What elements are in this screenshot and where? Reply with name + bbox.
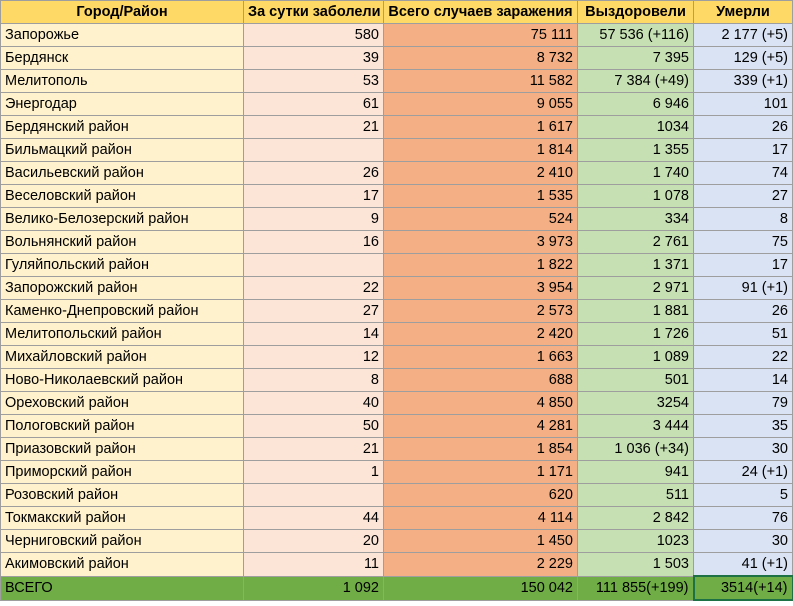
header-row bbox=[1, 1, 793, 24]
table-row bbox=[1, 254, 793, 277]
daily-cases-cell[interactable]: 53 bbox=[244, 70, 384, 93]
daily-cases-cell[interactable]: 44 bbox=[244, 507, 384, 530]
recovered-cell[interactable]: 1034 bbox=[578, 116, 694, 139]
table-row bbox=[1, 231, 793, 254]
total-cases-cell[interactable]: 2 573 bbox=[384, 300, 578, 323]
deaths-cell[interactable]: 35 bbox=[694, 415, 793, 438]
daily-cases-cell[interactable]: 40 bbox=[244, 392, 384, 415]
recovered-cell[interactable]: 1 371 bbox=[578, 254, 694, 277]
city-cell[interactable]: Акимовский район bbox=[1, 553, 244, 577]
city-cell[interactable]: Михайловский район bbox=[1, 346, 244, 369]
daily-cases-cell[interactable]: 21 bbox=[244, 438, 384, 461]
total-cases-cell[interactable]: 1 617 bbox=[384, 116, 578, 139]
recovered-cell[interactable]: 7 395 bbox=[578, 47, 694, 70]
table-row bbox=[1, 438, 793, 461]
header-total-cases[interactable]: Всего случаев заражения bbox=[384, 1, 578, 24]
recovered-cell[interactable]: 6 946 bbox=[578, 93, 694, 116]
total-daily-cases-cell[interactable]: 1 092 bbox=[244, 576, 384, 600]
city-cell[interactable]: Мелитополь bbox=[1, 70, 244, 93]
total-cases-cell[interactable]: 1 814 bbox=[384, 139, 578, 162]
deaths-cell[interactable]: 76 bbox=[694, 507, 793, 530]
table-row bbox=[1, 277, 793, 300]
total-total-cases-cell[interactable]: 150 042 bbox=[384, 576, 578, 600]
recovered-cell[interactable]: 7 384 (+49) bbox=[578, 70, 694, 93]
deaths-cell[interactable]: 79 bbox=[694, 392, 793, 415]
table-row bbox=[1, 461, 793, 484]
table-row bbox=[1, 300, 793, 323]
daily-cases-cell[interactable]: 8 bbox=[244, 369, 384, 392]
table-row bbox=[1, 530, 793, 553]
daily-cases-cell[interactable] bbox=[244, 254, 384, 277]
city-cell[interactable]: Вольнянский район bbox=[1, 231, 244, 254]
total-cases-cell[interactable]: 524 bbox=[384, 208, 578, 231]
deaths-cell[interactable]: 30 bbox=[694, 438, 793, 461]
deaths-cell[interactable]: 14 bbox=[694, 369, 793, 392]
recovered-cell[interactable]: 2 842 bbox=[578, 507, 694, 530]
daily-cases-cell[interactable]: 26 bbox=[244, 162, 384, 185]
daily-cases-cell[interactable]: 20 bbox=[244, 530, 384, 553]
total-cases-cell[interactable]: 2 229 bbox=[384, 553, 578, 577]
table-body bbox=[1, 24, 793, 601]
daily-cases-cell[interactable]: 27 bbox=[244, 300, 384, 323]
recovered-cell[interactable]: 1 089 bbox=[578, 346, 694, 369]
total-cases-cell[interactable]: 620 bbox=[384, 484, 578, 507]
total-cases-cell[interactable]: 4 281 bbox=[384, 415, 578, 438]
table-row bbox=[1, 47, 793, 70]
daily-cases-cell[interactable]: 16 bbox=[244, 231, 384, 254]
city-cell[interactable]: Ореховский район bbox=[1, 392, 244, 415]
city-cell[interactable]: Бердянск bbox=[1, 47, 244, 70]
total-cases-cell[interactable]: 4 114 bbox=[384, 507, 578, 530]
deaths-cell[interactable]: 75 bbox=[694, 231, 793, 254]
total-row bbox=[1, 576, 793, 600]
recovered-cell[interactable]: 2 761 bbox=[578, 231, 694, 254]
table-row bbox=[1, 346, 793, 369]
total-cases-cell[interactable]: 3 973 bbox=[384, 231, 578, 254]
table-row bbox=[1, 208, 793, 231]
total-deaths-cell[interactable]: 3514(+14) bbox=[694, 576, 793, 600]
city-cell[interactable]: Каменко-Днепровский район bbox=[1, 300, 244, 323]
city-cell[interactable]: Приазовский район bbox=[1, 438, 244, 461]
total-cases-cell[interactable]: 3 954 bbox=[384, 277, 578, 300]
recovered-cell[interactable]: 1 740 bbox=[578, 162, 694, 185]
recovered-cell[interactable]: 1023 bbox=[578, 530, 694, 553]
city-cell[interactable]: Васильевский район bbox=[1, 162, 244, 185]
daily-cases-cell[interactable] bbox=[244, 484, 384, 507]
total-cases-cell[interactable]: 4 850 bbox=[384, 392, 578, 415]
city-cell[interactable]: Бильмацкий район bbox=[1, 139, 244, 162]
table-row bbox=[1, 553, 793, 577]
recovered-cell[interactable]: 1 503 bbox=[578, 553, 694, 577]
deaths-cell[interactable]: 26 bbox=[694, 300, 793, 323]
total-cases-cell[interactable]: 1 450 bbox=[384, 530, 578, 553]
city-cell[interactable]: Пологовский район bbox=[1, 415, 244, 438]
city-cell[interactable]: Запорожье bbox=[1, 24, 244, 47]
recovered-cell[interactable]: 1 036 (+34) bbox=[578, 438, 694, 461]
table-row bbox=[1, 484, 793, 507]
deaths-cell[interactable]: 339 (+1) bbox=[694, 70, 793, 93]
deaths-cell[interactable]: 8 bbox=[694, 208, 793, 231]
table-row bbox=[1, 24, 793, 47]
table-row bbox=[1, 70, 793, 93]
total-city-cell[interactable]: ВСЕГО bbox=[1, 576, 244, 600]
recovered-cell[interactable]: 501 bbox=[578, 369, 694, 392]
deaths-cell[interactable]: 27 bbox=[694, 185, 793, 208]
city-cell[interactable]: Мелитопольский район bbox=[1, 323, 244, 346]
daily-cases-cell[interactable]: 9 bbox=[244, 208, 384, 231]
deaths-cell[interactable]: 22 bbox=[694, 346, 793, 369]
city-cell[interactable]: Велико-Белозерский район bbox=[1, 208, 244, 231]
table-row bbox=[1, 369, 793, 392]
daily-cases-cell[interactable]: 12 bbox=[244, 346, 384, 369]
total-cases-cell[interactable]: 8 732 bbox=[384, 47, 578, 70]
total-cases-cell[interactable]: 1 535 bbox=[384, 185, 578, 208]
city-cell[interactable]: Токмакский район bbox=[1, 507, 244, 530]
total-cases-cell[interactable]: 11 582 bbox=[384, 70, 578, 93]
recovered-cell[interactable]: 1 881 bbox=[578, 300, 694, 323]
total-cases-cell[interactable]: 75 111 bbox=[384, 24, 578, 47]
recovered-cell[interactable]: 941 bbox=[578, 461, 694, 484]
total-cases-cell[interactable]: 2 420 bbox=[384, 323, 578, 346]
deaths-cell[interactable]: 2 177 (+5) bbox=[694, 24, 793, 47]
daily-cases-cell[interactable]: 39 bbox=[244, 47, 384, 70]
recovered-cell[interactable]: 3 444 bbox=[578, 415, 694, 438]
recovered-cell[interactable]: 334 bbox=[578, 208, 694, 231]
total-cases-cell[interactable]: 1 171 bbox=[384, 461, 578, 484]
deaths-cell[interactable]: 91 (+1) bbox=[694, 277, 793, 300]
total-cases-cell[interactable]: 1 663 bbox=[384, 346, 578, 369]
daily-cases-cell[interactable]: 580 bbox=[244, 24, 384, 47]
recovered-cell[interactable]: 1 726 bbox=[578, 323, 694, 346]
deaths-cell[interactable]: 17 bbox=[694, 254, 793, 277]
daily-cases-cell[interactable]: 11 bbox=[244, 553, 384, 577]
daily-cases-cell[interactable] bbox=[244, 139, 384, 162]
table-row bbox=[1, 139, 793, 162]
city-cell[interactable]: Бердянский район bbox=[1, 116, 244, 139]
header-daily-cases[interactable]: За сутки заболели bbox=[244, 1, 384, 24]
table-row bbox=[1, 507, 793, 530]
total-cases-cell[interactable]: 1 822 bbox=[384, 254, 578, 277]
total-cases-cell[interactable]: 688 bbox=[384, 369, 578, 392]
recovered-cell[interactable]: 1 078 bbox=[578, 185, 694, 208]
daily-cases-cell[interactable]: 22 bbox=[244, 277, 384, 300]
city-cell[interactable]: Розовский район bbox=[1, 484, 244, 507]
table-row bbox=[1, 323, 793, 346]
daily-cases-cell[interactable]: 21 bbox=[244, 116, 384, 139]
total-cases-cell[interactable]: 1 854 bbox=[384, 438, 578, 461]
deaths-cell[interactable]: 5 bbox=[694, 484, 793, 507]
deaths-cell[interactable]: 101 bbox=[694, 93, 793, 116]
deaths-cell[interactable]: 129 (+5) bbox=[694, 47, 793, 70]
city-cell[interactable]: Черниговский район bbox=[1, 530, 244, 553]
daily-cases-cell[interactable]: 61 bbox=[244, 93, 384, 116]
deaths-cell[interactable]: 74 bbox=[694, 162, 793, 185]
deaths-cell[interactable]: 26 bbox=[694, 116, 793, 139]
daily-cases-cell[interactable]: 17 bbox=[244, 185, 384, 208]
total-cases-cell[interactable]: 2 410 bbox=[384, 162, 578, 185]
recovered-cell[interactable]: 1 355 bbox=[578, 139, 694, 162]
deaths-cell[interactable]: 30 bbox=[694, 530, 793, 553]
city-cell[interactable]: Энергодар bbox=[1, 93, 244, 116]
table-row bbox=[1, 185, 793, 208]
city-cell[interactable]: Веселовский район bbox=[1, 185, 244, 208]
deaths-cell[interactable]: 41 (+1) bbox=[694, 553, 793, 577]
table-row bbox=[1, 116, 793, 139]
daily-cases-cell[interactable]: 14 bbox=[244, 323, 384, 346]
recovered-cell[interactable]: 511 bbox=[578, 484, 694, 507]
city-cell[interactable]: Приморский район bbox=[1, 461, 244, 484]
header-recovered[interactable]: Выздоровели bbox=[578, 1, 694, 24]
deaths-cell[interactable]: 24 (+1) bbox=[694, 461, 793, 484]
table-row bbox=[1, 415, 793, 438]
table-row bbox=[1, 93, 793, 116]
table-row bbox=[1, 162, 793, 185]
deaths-cell[interactable]: 51 bbox=[694, 323, 793, 346]
city-cell[interactable]: Гуляйпольский район bbox=[1, 254, 244, 277]
deaths-cell[interactable]: 17 bbox=[694, 139, 793, 162]
table-row bbox=[1, 392, 793, 415]
recovered-cell[interactable]: 57 536 (+116) bbox=[578, 24, 694, 47]
daily-cases-cell[interactable]: 1 bbox=[244, 461, 384, 484]
recovered-cell[interactable]: 3254 bbox=[578, 392, 694, 415]
recovered-cell[interactable]: 2 971 bbox=[578, 277, 694, 300]
header-city[interactable]: Город/Район bbox=[1, 1, 244, 24]
city-cell[interactable]: Ново-Николаевский район bbox=[1, 369, 244, 392]
city-cell[interactable]: Запорожский район bbox=[1, 277, 244, 300]
total-cases-cell[interactable]: 9 055 bbox=[384, 93, 578, 116]
daily-cases-cell[interactable]: 50 bbox=[244, 415, 384, 438]
header-deaths[interactable]: Умерли bbox=[694, 1, 793, 24]
total-recovered-cell[interactable]: 111 855(+199) bbox=[578, 576, 694, 600]
